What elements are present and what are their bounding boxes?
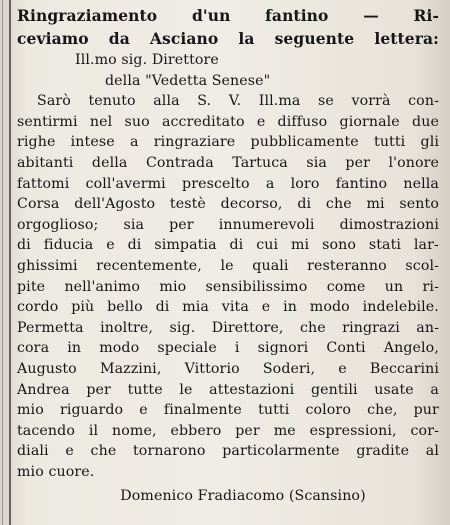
body-line: mio riguardo e finalmente tutti coloro che, pur — [17, 402, 439, 419]
body-line: Augusto Mazzini, Vittorio Soderi, e Beccarini — [17, 360, 439, 377]
body-line: orgoglioso; sia per innumerevoli dimostrazioni — [17, 216, 439, 233]
body-line: abitanti della Contrada Tartuca sia per l'onore — [17, 154, 439, 171]
article-column — [17, 4, 439, 507]
body-line: sentirmi nel suo accreditato e diffuso giornale due — [17, 113, 439, 130]
body-line: Sarò tenuto alla S. V. Ill.ma se vorrà con- — [37, 93, 439, 110]
article-headline: Ringraziamento d'un fantino — Ri- — [17, 6, 439, 25]
body-line: Andrea per tutte le attestazioni gentili usate a — [17, 381, 439, 398]
body-line: fattomi coll'avermi prescelto a loro fantino nella — [17, 175, 439, 192]
article-intro-line: ceviamo da Asciano la seguente lettera: — [17, 29, 439, 48]
body-line: tacendo il nome, ebbero per me espressioni, cor- — [17, 422, 439, 439]
salutation-line: Ill.mo sig. Direttore — [75, 52, 219, 68]
column-rule — [9, 0, 11, 525]
body-line: cora in modo speciale i signori Conti Angelo, — [17, 340, 439, 357]
column-rule-outer — [2, 0, 3, 525]
body-line: pite nell'animo mio sensibilissimo come un ri- — [17, 278, 439, 295]
body-line: righe intese a ringraziare pubblicamente tutti gli — [17, 134, 439, 151]
body-line: cordo più bello di mia vita e in modo indelebile. — [17, 299, 439, 316]
body-line: Permetta inoltre, sig. Direttore, che ringrazi an- — [17, 319, 439, 336]
body-line: Corsa dell'Agosto testè decorso, di che mi sento — [17, 196, 439, 213]
body-line: ghissimi recentemente, le quali resteranno scol- — [17, 257, 439, 274]
body-line-last: mio cuore. — [17, 463, 95, 480]
body-line: di fiducia e di simpatia di cui mi sono stati lar- — [17, 237, 439, 254]
body-line: diali e che tornarono particolarmente gradite al — [17, 443, 439, 460]
salutation-newspaper: della "Vedetta Senese" — [105, 72, 271, 89]
signature: Domenico Fradiacomo (Scansino) — [120, 488, 366, 505]
